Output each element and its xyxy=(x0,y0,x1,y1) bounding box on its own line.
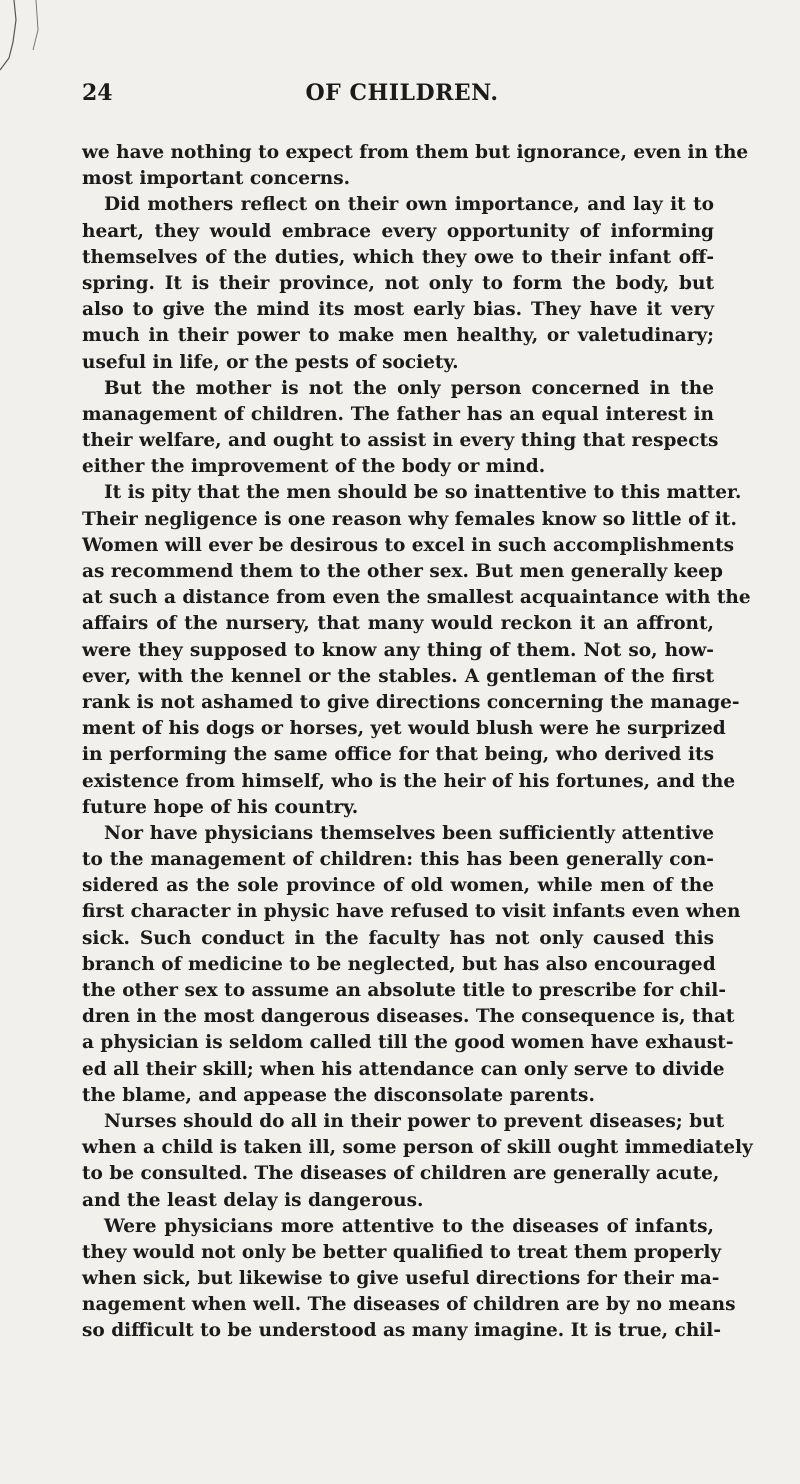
text-line: But the mother is not the only person concerned in the xyxy=(104,377,714,399)
text-line: It is pity that the men should be so inattentive to this matter. xyxy=(104,482,742,504)
text-line: spring. It is their province, not only to form the body, but xyxy=(82,272,714,294)
text-line: either the improvement of the body or mind. xyxy=(82,456,546,478)
running-title: OF CHILDREN. xyxy=(305,80,499,106)
text-line: most important concerns. xyxy=(82,168,351,190)
text-line: existence from himself, who is the heir of his fortunes, and the xyxy=(82,770,736,792)
text-line: Nurses should do all in their power to prevent diseases; but xyxy=(104,1110,725,1132)
body-text xyxy=(82,140,753,1345)
text-line: management of children. The father has an equal interest in xyxy=(82,403,714,425)
text-line: at such a distance from even the smallest acquaintance with the xyxy=(82,587,751,609)
text-line: ever, with the kennel or the stables. A gentleman of the first xyxy=(82,665,714,687)
text-line: also to give the mind its most early bias. They have it very xyxy=(82,299,714,321)
text-line: to the management of children: this has been generally con- xyxy=(82,849,714,871)
page-edge-mark xyxy=(0,0,40,80)
text-line: were they supposed to know any thing of them. Not so, how- xyxy=(82,639,714,661)
text-line: much in their power to make men healthy, or valetudinary; xyxy=(82,325,714,347)
text-line: so difficult to be understood as many imagine. It is true, chil- xyxy=(82,1320,722,1342)
text-line: rank is not ashamed to give directions concerning the manage- xyxy=(82,691,740,713)
text-line: dren in the most dangerous diseases. The consequence is, that xyxy=(82,1006,735,1028)
text-line: themselves of the duties, which they owe to their infant off- xyxy=(82,246,714,268)
text-line: when sick, but likewise to give useful directions for their ma- xyxy=(82,1268,720,1290)
text-line: Their negligence is one reason why females know so little of it. xyxy=(82,508,737,530)
text-line: branch of medicine to be neglected, but has also encouraged xyxy=(82,953,716,975)
text-line: Women will ever be desirous to excel in such accomplishments xyxy=(82,534,735,556)
text-line: affairs of the nursery, that many would reckon it an affront, xyxy=(82,613,714,635)
text-line: as recommend them to the other sex. But men generally keep xyxy=(82,561,723,582)
text-line: useful in life, or the pests of society. xyxy=(82,351,459,373)
text-line: Were physicians more attentive to the diseases of infants, xyxy=(104,1215,714,1237)
text-line: sick. Such conduct in the faculty has not only caused this xyxy=(82,927,714,949)
text-line: Nor have physicians themselves been sufficiently attentive xyxy=(104,822,714,844)
text-line: and the least delay is dangerous. xyxy=(82,1189,424,1211)
page-number: 24 xyxy=(82,80,113,106)
text-line: the other sex to assume an absolute title to prescribe for chil- xyxy=(82,980,726,1001)
text-line: when a child is taken ill, some person of skill ought immediately xyxy=(82,1137,753,1159)
page-header xyxy=(82,80,722,120)
text-line: the blame, and appease the disconsolate parents. xyxy=(82,1084,595,1106)
text-line: in performing the same office for that being, who derived its xyxy=(82,744,714,766)
text-line: heart, they would embrace every opportunity of informing xyxy=(82,220,714,242)
text-line: they would not only be better qualified to treat them properly xyxy=(82,1241,722,1263)
text-line: Did mothers reflect on their own importance, and lay it to xyxy=(104,194,714,216)
text-line: a physician is seldom called till the good women have exhaust- xyxy=(82,1032,734,1054)
text-line: future hope of his country. xyxy=(82,796,359,818)
text-line: we have nothing to expect from them but ignorance, even in the xyxy=(82,142,749,163)
text-line: sidered as the sole province of old women, while men of the xyxy=(82,875,714,897)
text-line: ment of his dogs or horses, yet would blush were he surprized xyxy=(82,718,726,740)
text-line: ed all their skill; when his attendance can only serve to divide xyxy=(82,1058,725,1080)
text-line: nagement when well. The diseases of children are by no means xyxy=(82,1294,736,1316)
text-line: their welfare, and ought to assist in every thing that respects xyxy=(82,430,719,452)
text-line: to be consulted. The diseases of children are generally acute, xyxy=(82,1163,720,1185)
text-line: first character in physic have refused to visit infants even when xyxy=(82,901,741,923)
